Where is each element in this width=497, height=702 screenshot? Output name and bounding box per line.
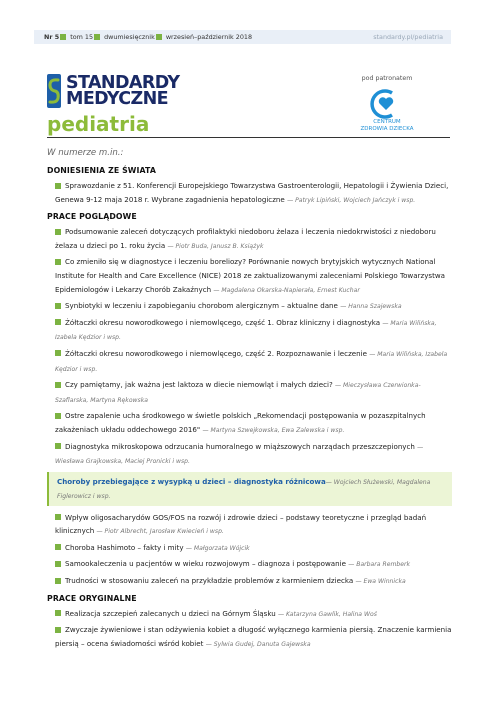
highlighted-article-title: Choroby przebiegające z wysypką u dzieci – diagnostyka różnicowa — [57, 476, 326, 486]
header-bar — [34, 30, 451, 44]
article-authors: — Maria Wilińska, Izabela Kędzior i wsp. — [55, 319, 437, 342]
article-authors: — Magdalena Okarska-Napierała, Ernest Kuchar — [213, 286, 360, 294]
list-item[interactable] — [47, 409, 452, 437]
bullet-square-icon — [55, 561, 61, 567]
article-authors: — Piotr Buda, Janusz B. Książyk — [167, 242, 264, 250]
list-item[interactable] — [47, 574, 452, 589]
list-item[interactable] — [47, 299, 452, 314]
highlighted-article-authors: — Wojciech Służewski, Magdalena Figlerowicz i wsp. — [57, 478, 431, 500]
bullet-square-icon — [156, 34, 162, 40]
issue-number: Nr 5 — [44, 33, 60, 41]
bullet-square-icon — [55, 610, 61, 616]
article-authors: — Piotr Albrecht, Jarosław Kwiecień i wsp. — [96, 528, 224, 536]
frequency: dwumiesięcznik — [104, 33, 155, 41]
bullet-square-icon — [55, 229, 61, 235]
bullet-square-icon — [55, 514, 61, 520]
article-title: Wpływ oligosacharydów GOS/FOS na rozwój i zdrowie dzieci – podstawy teoretyczne i przegląd badań klinicznych — [55, 512, 427, 536]
intro-text: W numerze m.in.: — [47, 148, 124, 158]
bullet-square-icon — [60, 34, 66, 40]
article-authors: — Małgorzata Wójcik — [185, 544, 250, 552]
header-divider — [47, 137, 450, 138]
brand-line2: MEDYCZNE — [66, 89, 169, 109]
patron-label: pod patronatem — [361, 75, 413, 82]
article-authors: — Patryk Lipiński, Wojciech Jańczyk i wsp. — [287, 196, 416, 204]
article-authors: — Barbara Remberk — [348, 561, 411, 569]
article-authors: — Hanna Szajewska — [340, 303, 402, 311]
heart-logo-icon — [366, 87, 406, 121]
article-title: Co zmieniło się w diagnostyce i leczeniu boreliozy? Porównanie nowych brytyjskich wytycznych National Institute for Health and Care Excellence (NICE) 2018 ze zaktualizowanymi zaleceniami Polskiego Towarzystwa Epidemiologów i Lekarzy Chorób Zakaźnych — [55, 257, 446, 294]
article-title: Samookaleczenia u pacjentów w wieku rozwojowym – diagnoza i postępowanie — [65, 559, 346, 569]
bullet-square-icon — [55, 382, 61, 388]
article-title: Realizacja szczepień zalecanych u dzieci na Górnym Śląsku — [65, 608, 276, 618]
article-title: Ostre zapalenie ucha środkowego w świetle polskich „Rekomendacji postępowania w pozaszpitalnych zakażeniach układu oddechowego 2016" — [55, 411, 426, 434]
article-authors: — Wiesława Grajkowska, Maciej Pronicki i wsp. — [55, 443, 424, 466]
article-title: Podsumowanie zaleceń dotyczących profilaktyki niedoboru żelaza i leczenia niedokrwistości z niedoboru żelaza u dzieci po 1. roku życia — [55, 227, 436, 250]
bullet-square-icon — [55, 319, 61, 325]
list-item[interactable] — [47, 557, 452, 572]
section-heading: PRACE ORYGINALNE — [47, 593, 137, 603]
period: wrzesień–październik 2018 — [165, 33, 253, 41]
article-title: Żółtaczki okresu noworodkowego i niemowlęcego, część 2. Rozpoznawanie i leczenie — [65, 348, 367, 358]
bullet-square-icon — [55, 303, 61, 309]
patron-name — [352, 119, 422, 133]
bullet-square-icon — [55, 544, 61, 550]
article-title: Zwyczaje żywieniowe i stan odżywienia kobiet a długość wyłącznego karmienia piersią. Znaczenie karmienia piersią – ocena świadomości wśród kobiet — [55, 625, 452, 648]
list-item[interactable] — [47, 541, 452, 556]
bullet-square-icon — [55, 413, 61, 419]
issue-info — [44, 30, 252, 44]
bullet-square-icon — [55, 350, 61, 356]
list-item[interactable] — [47, 255, 452, 297]
journal-title: pediatria — [47, 112, 150, 136]
bullet-square-icon — [55, 578, 61, 584]
article-title: Diagnostyka mikroskopowa odrzucania humoralnego w miąższowych narządach przeszczepionych — [65, 441, 415, 451]
article-authors: — Ewa Winnicka — [355, 578, 406, 586]
volume: tom 15 — [70, 33, 94, 41]
article-authors: — Katarzyna Gawlik, Halina Woś — [278, 610, 377, 618]
patron-name-line2: ZDROWIA DZIECKA — [360, 126, 414, 132]
brand-line1: STANDARDY — [66, 73, 180, 93]
patron-name-line1: CENTRUM — [373, 119, 401, 125]
list-item[interactable] — [47, 225, 452, 253]
list-item[interactable] — [47, 440, 452, 469]
list-item[interactable] — [47, 179, 452, 207]
list-item[interactable] — [47, 607, 452, 622]
article-title: Choroba Hashimoto – fakty i mity — [65, 542, 184, 552]
article-title: Czy pamiętamy, jak ważna jest laktoza w diecie niemowląt i małych dzieci? — [65, 380, 333, 390]
bullet-square-icon — [55, 627, 61, 633]
list-item[interactable] — [47, 511, 452, 539]
list-item[interactable] — [47, 347, 452, 376]
contents-list — [47, 164, 452, 653]
bullet-square-icon — [55, 259, 61, 265]
highlighted-article[interactable] — [47, 472, 452, 506]
section-heading: DONIESIENIA ZE ŚWIATA — [47, 166, 156, 175]
article-authors: — Martyna Szwejkowska, Ewa Zalewska i wsp. — [202, 426, 345, 434]
article-authors: — Mieczysława Czerwionka-Szaflarska, Martyna Rękowska — [55, 382, 421, 404]
list-item[interactable] — [47, 316, 452, 345]
brand-logo-icon — [47, 74, 61, 108]
article-authors: — Maria Wilińska, Izabela Kędzior i wsp. — [55, 350, 448, 373]
bullet-square-icon — [94, 34, 100, 40]
site-url[interactable]: standardy.pl/pediatria — [373, 33, 443, 41]
article-title: Żółtaczki okresu noworodkowego i niemowlęcego, część 1. Obraz kliniczny i diagnostyka — [65, 317, 381, 327]
section-heading: PRACE POGLĄDOWE — [47, 212, 137, 222]
article-title: Synbiotyki w leczeniu i zapobieganiu chorobom alergicznym – aktualne dane — [65, 301, 338, 311]
bullet-square-icon — [55, 443, 61, 449]
article-title: Trudności w stosowaniu zaleceń na przykładzie problemów z karmieniem dziecka — [65, 576, 354, 586]
article-authors: — Sylwia Gudej, Danuta Gajewska — [205, 640, 311, 648]
list-item[interactable] — [47, 623, 452, 651]
bullet-square-icon — [55, 183, 61, 189]
article-title: Sprawozdanie z 51. Konferencji Europejskiego Towarzystwa Gastroenterologii, Hepatologii i Żywienia Dzieci, Genewa 9-12 maja 2018 r. Wybrane zagadnienia hepatologiczne — [55, 181, 449, 204]
list-item[interactable] — [47, 378, 452, 407]
